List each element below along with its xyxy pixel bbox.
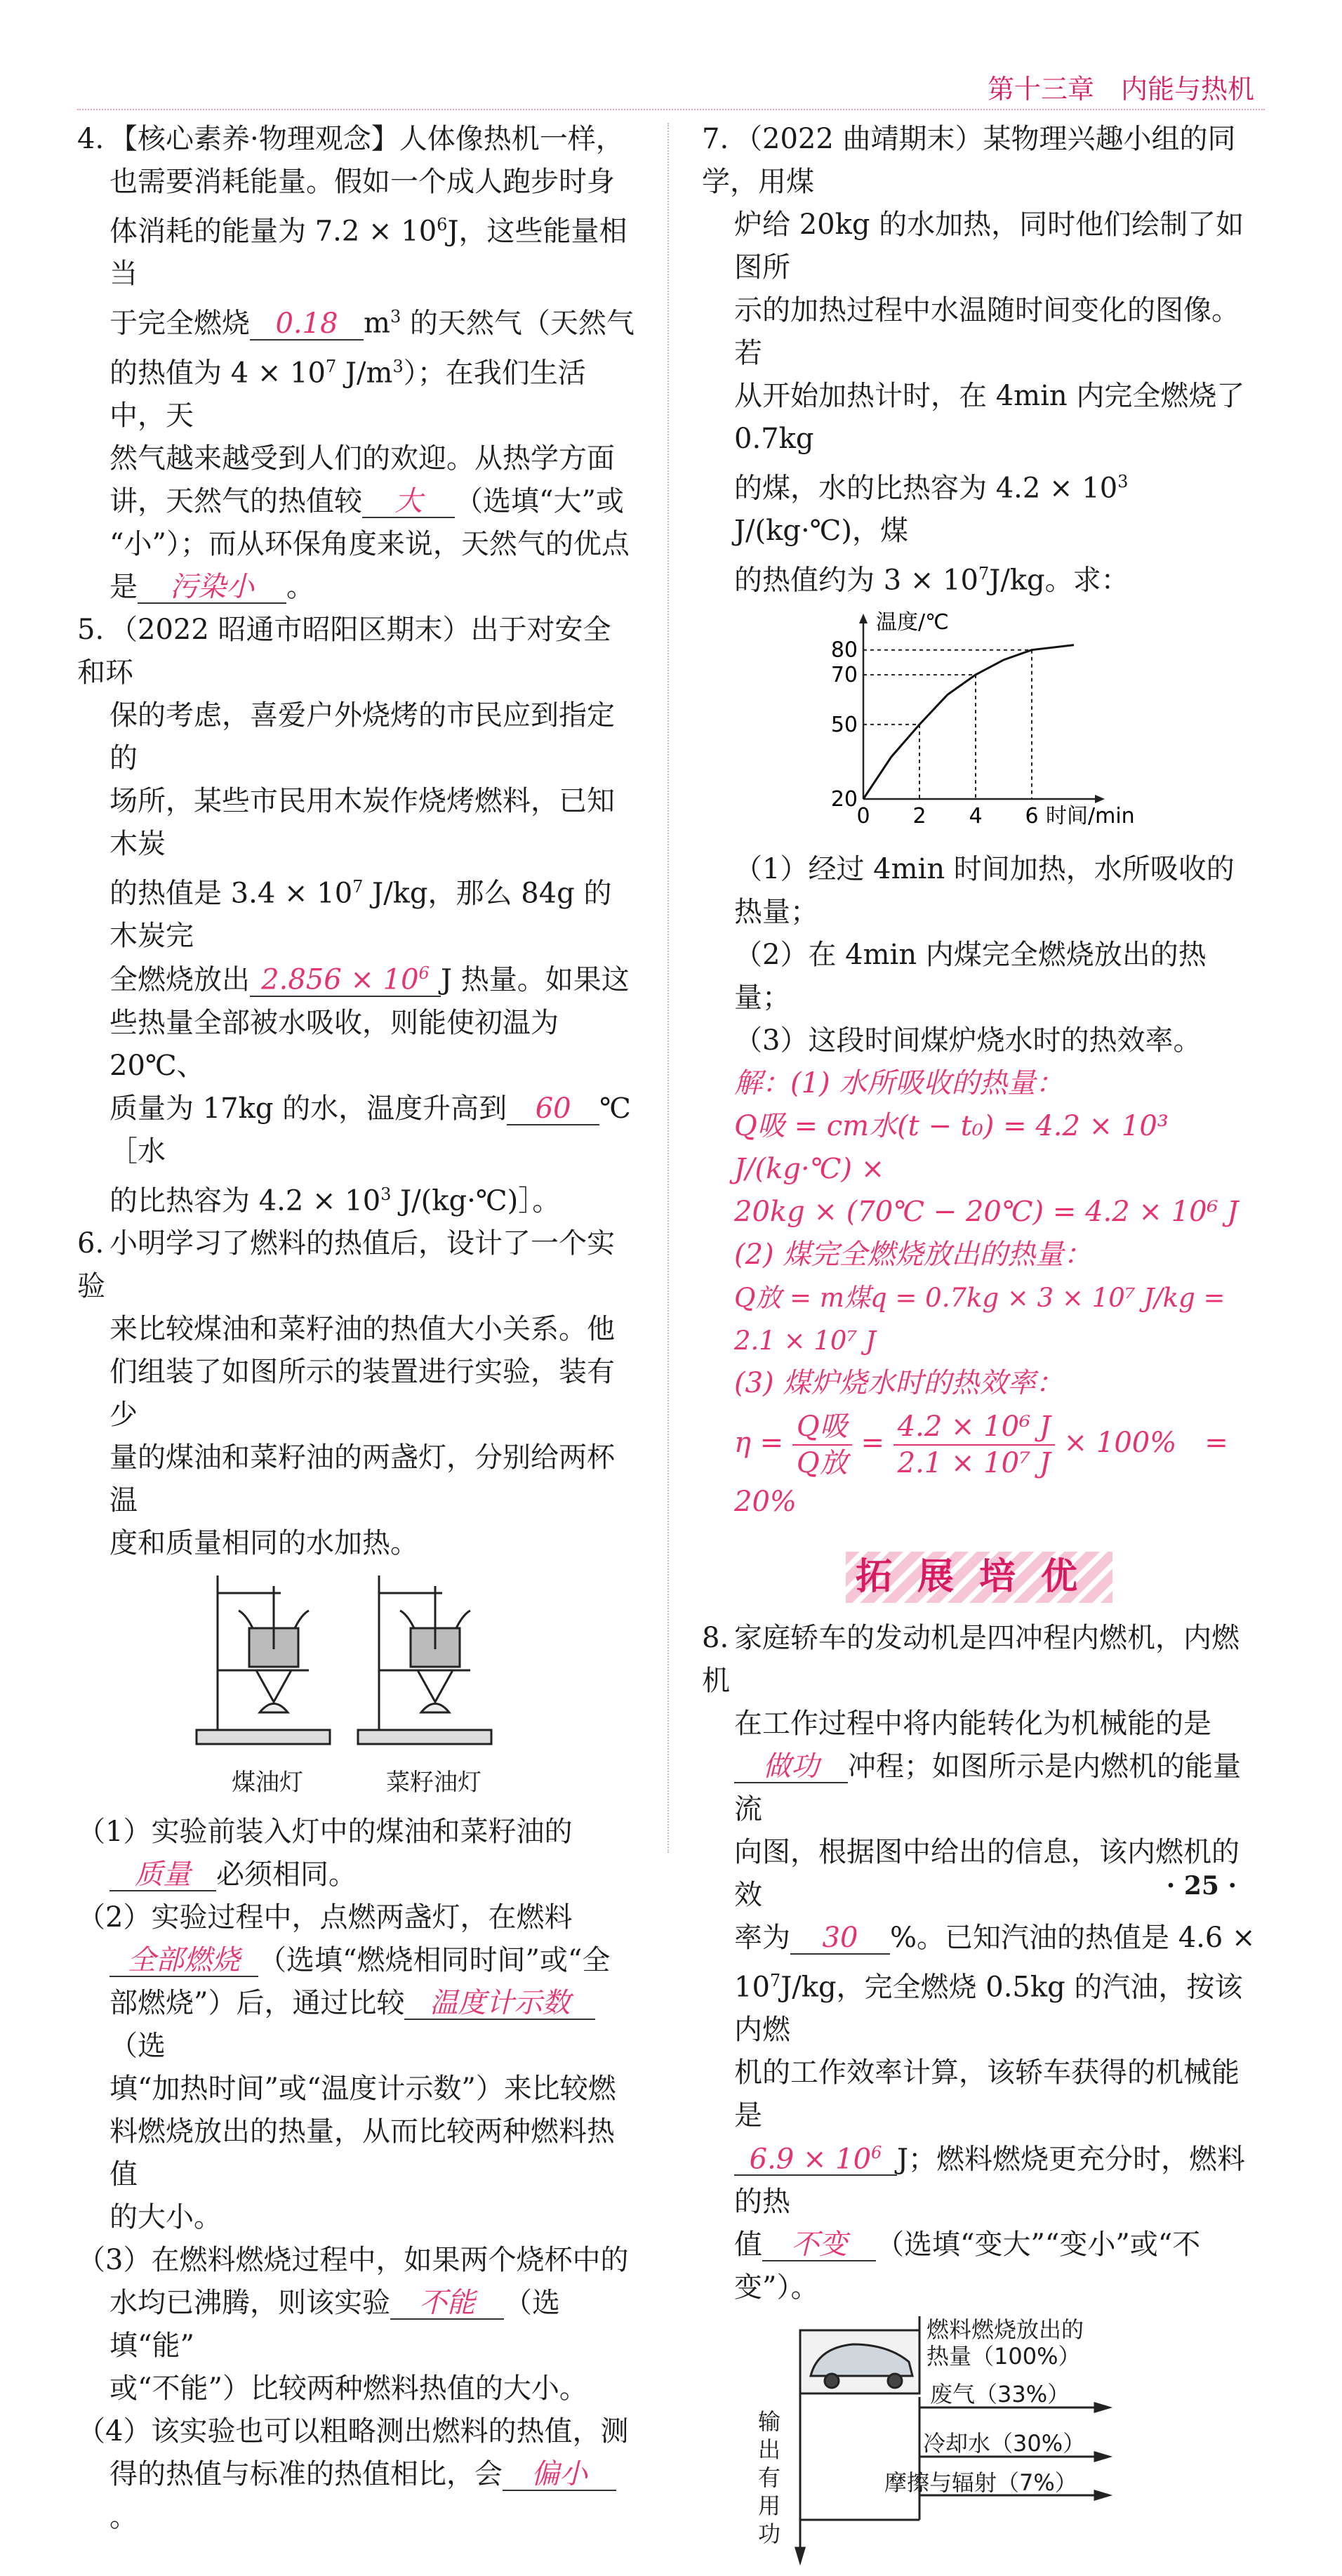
flow-total-label-2: 热量（100%） (926, 2343, 1081, 2370)
q7-part-2: （2）在 4min 内煤完全燃烧放出的热量； (734, 938, 1207, 1014)
question-number: 7. (702, 123, 729, 155)
q4-line: “小”）；而从环保角度来说，天然气的优点 (109, 527, 630, 560)
q8-line: 家庭轿车的发动机是四冲程内燃机，内燃机 (702, 1621, 1240, 1697)
q7-line: 的煤，水的比热容为 $4.2 \times 10^3$ J/(kg·℃)，煤 (734, 472, 1129, 548)
q6-part-2: 部燃烧”）后，通过比较 温度计示数（选 (77, 1982, 639, 2068)
q8-line: 率为 30 %。已知汽油的热值是 4.6 × (734, 1921, 1256, 1954)
answer-blank: $6.9 \times 10^6$ (734, 2137, 897, 2176)
q6-part-3: 或“不能”）比较两种燃料热值的大小。 (109, 2372, 587, 2405)
q7-part-3: （3）这段时间煤炉烧水时的热效率。 (734, 1024, 1202, 1057)
q6-part-4: （4）该实验也可以粗略测出燃料的热值，测 (77, 2415, 629, 2448)
q7-solution (702, 1062, 1256, 1524)
question-4 (77, 118, 639, 609)
answer-blank: 偏小 (503, 2459, 616, 2491)
q7-line: 炉给 20kg 的水加热，同时他们绘制了如图所 (734, 209, 1244, 284)
answer-blank: $2.856 \times 10^6$ (250, 958, 441, 996)
q4-line: 讲，天然气的热值较 大 （选填“大”或 (109, 484, 624, 517)
q8-line: $10^7J/kg$，完全燃烧 0.5kg 的汽油，按该内燃 (734, 1970, 1243, 2046)
energy-flow-diagram (758, 2316, 1165, 2569)
q5-line: 的比热容为 $4.2 \times 10^3$ J/(kg·℃)］。 (109, 1184, 561, 1217)
q5-line: 些热量全部被水吸收，则能使初温为 20℃、 (109, 1006, 559, 1082)
x-axis-label: 时间/min (1046, 803, 1135, 828)
q4-line: 【核心素养·物理观念】人体像热机一样， (109, 123, 624, 155)
q8-line: 做功 冲程；如图所示是内燃机的能量流 (734, 1750, 1241, 1825)
right-column (702, 118, 1256, 2576)
q5-line: （2022 昭通市昭阳区期末）出于对安全和环 (77, 613, 611, 689)
q4-line: 于完全燃烧 0.18 $m^3$ 的天然气（天然气 (109, 307, 635, 340)
q6-part-2: 料燃烧放出的热量，从而比较两种燃料热值 (109, 2115, 615, 2191)
x-tick-label: 0 (856, 803, 870, 828)
solution-line: (2) 煤完全燃烧放出的热量： (734, 1238, 1092, 1271)
chart-svg (821, 609, 1135, 834)
page-number: · 25 · (1166, 1871, 1237, 1901)
q5-line: 场所，某些市民用木炭作烧烤燃料，已知木炭 (109, 784, 615, 860)
column-divider (667, 123, 669, 1853)
q7-line: 的热值约为 $3 \times 10^7J/kg$。求： (734, 564, 1129, 597)
q5-line: 的热值是 $3.4 \times 10^7$ J/kg，那么 84g 的木炭完 (109, 876, 612, 953)
y-tick-label: 80 (830, 638, 858, 663)
efficiency-formula (702, 1409, 1256, 1524)
apparatus-illustration (190, 1572, 498, 1755)
flow-coolant-label: 冷却水（30%） (923, 2430, 1086, 2457)
question-8 (702, 1617, 1256, 2570)
q6-part-3: 水均已沸腾，则该实验 不能 （选填“能” (109, 2286, 560, 2362)
q6-line: 来比较煤油和菜籽油的热值大小关系。他 (109, 1312, 615, 1345)
y-axis-label: 温度/℃ (876, 609, 949, 635)
chapter-title: 第十三章 内能与热机 (987, 74, 1254, 105)
answer-blank: 全部燃烧 (109, 1945, 258, 1977)
question-7 (702, 118, 1256, 1524)
q4-line: 体消耗的能量为 $7.2 \times 10^6J$，这些能量相当 (109, 215, 627, 291)
q4-line: 的热值为 $4 \times 10^7$ $J/m^3$）；在我们生活中，天 (109, 356, 586, 432)
q8-line: 值 不变 （选填“变大”“变小”或“不变”）。 (734, 2228, 1201, 2304)
equals-sign: = (861, 1426, 884, 1459)
efficiency-result: × 100% = 20% (734, 1426, 1228, 1518)
q7-part-1: （1）经过 4min 时间加热，水所吸收的热量； (734, 852, 1235, 928)
solution-line: (3) 煤炉烧水时的热效率： (734, 1366, 1064, 1399)
flow-total-label-1: 燃料燃烧放出的 (926, 2316, 1084, 2344)
q6-line: 们组装了如图所示的装置进行实验，装有少 (109, 1355, 615, 1431)
question-5 (77, 609, 639, 1222)
q6-part-2: 的大小。 (109, 2200, 222, 2233)
q6-part-4: 得的热值与标准的热值相比，会 偏小。 (77, 2453, 639, 2539)
q6-line: 小明学习了燃料的热值后，设计了一个实验 (77, 1227, 615, 1302)
rapeseed-oil-lamp-label: 菜籽油灯 (386, 1768, 481, 1797)
y-tick-label: 50 (830, 712, 858, 737)
fraction-q-ratio: $\frac{\text{Q吸}}{\text{Q放}}$ (792, 1409, 852, 1481)
question-number: 4. (77, 123, 105, 155)
answer-blank: 做功 (734, 1751, 848, 1783)
q5-line: 质量为 17kg 的水，温度升高到 60 ℃［水 (109, 1092, 631, 1168)
solution-line: 解：(1) 水所吸收的热量： (734, 1066, 1064, 1099)
answer-blank: 大 (362, 486, 455, 518)
q5-line: 保的考虑，喜爱户外烧烤的市民应到指定的 (109, 699, 615, 774)
answer-blank: 不变 (762, 2229, 876, 2261)
solution-line: 20kg × (70℃ − 20℃) = 4.2 × 10⁶ J (734, 1195, 1239, 1228)
section-banner: 拓展培优 (846, 1552, 1112, 1603)
q6-line: 量的煤油和菜籽油的两盏灯，分别给两杯温 (109, 1441, 615, 1517)
q6-line: 度和质量相同的水加热。 (109, 1526, 418, 1559)
q8-line: $6.9 \times 10^6$ J；燃料燃烧更充分时，燃料的热 (702, 2137, 1256, 2224)
answer-blank: 质量 (109, 1859, 216, 1891)
eta-symbol: η = (734, 1426, 784, 1459)
answer-blank: 0.18 (250, 308, 364, 341)
answer-blank: 温度计示数 (404, 1988, 595, 2020)
answer-blank: 不能 (390, 2287, 504, 2320)
q4-line: 然气越来越受到人们的欢迎。从热学方面 (109, 442, 615, 475)
q6-part-2: 全部燃烧 （选填“燃烧相同时间”或“全 (77, 1939, 639, 1982)
question-6 (77, 1222, 639, 2539)
x-axis-arrow (1095, 795, 1105, 803)
answer-blank: 污染小 (138, 572, 286, 604)
q6-part-1: （1）实验前装入灯中的煤油和菜籽油的 (77, 1815, 573, 1848)
fraction-values: $\frac{\text{4.2 × 10⁶ J}}{\text{2.1 × 10⁷ J}}$ (893, 1409, 1055, 1481)
y-axis-arrow (859, 614, 868, 623)
solution-line: Q放 = m煤q = 0.7kg × 3 × 10⁷ J/kg = 2.1 × 10⁷ J (734, 1282, 1225, 1356)
q6-part-3: （3）在燃料燃烧过程中，如果两个烧杯中的 (77, 2243, 629, 2276)
flow-exhaust-label: 废气（33%） (930, 2381, 1070, 2408)
lamp-apparatus-figure (190, 1572, 639, 1804)
q8-line: 向图，根据图中给出的信息，该内燃机的效 (734, 1835, 1240, 1911)
q8-line: 在工作过程中将内能转化为机械能的是 (734, 1707, 1211, 1740)
q4-line: 是 污染小 。 (109, 570, 314, 603)
answer-blank: 30 (790, 1922, 890, 1955)
x-tick-label: 6 (1025, 803, 1039, 828)
solution-line: Q吸 = cm水(t − t₀) = 4.2 × 10³ J/(kg·℃) × (734, 1109, 1169, 1185)
header-divider (77, 109, 1265, 110)
flow-output-label: 输 出 有 用 功 (758, 2408, 781, 2548)
y-tick-label: 20 (830, 786, 858, 812)
x-tick-label: 4 (969, 803, 983, 828)
y-tick-label: 70 (830, 662, 858, 687)
q6-part-2: （2）实验过程中，点燃两盏灯，在燃料 (77, 1901, 573, 1934)
question-number: 5. (77, 613, 105, 646)
temperature-curve (863, 645, 1074, 798)
question-number: 8. (702, 1621, 729, 1654)
q7-line: 示的加热过程中水温随时间变化的图像。若 (734, 294, 1240, 369)
question-number: 6. (77, 1227, 105, 1260)
kerosene-lamp-label: 煤油灯 (232, 1768, 303, 1797)
q6-part-2: 填“加热时间”或“温度计示数”）来比较燃 (109, 2072, 616, 2105)
q7-line: 从开始加热计时，在 4min 内完全燃烧了 0.7kg (734, 380, 1245, 455)
q7-line: （2022 曲靖期末）某物理兴趣小组的同学，用煤 (702, 123, 1236, 198)
q8-line: 机的工作效率计算，该轿车获得的机械能是 (734, 2056, 1240, 2132)
x-tick-label: 2 (912, 803, 926, 828)
left-column (77, 118, 639, 2539)
q6-part-1: 质量 必须相同。 (77, 1854, 639, 1896)
q4-line: 也需要消耗能量。假如一个成人跑步时身 (109, 166, 615, 198)
flow-friction-label: 摩擦与辐射（7%） (884, 2469, 1077, 2497)
q5-line: 全燃烧放出 $2.856 \times 10^6$ J 热量。如果这 (77, 958, 639, 1001)
temperature-time-chart (821, 609, 1256, 841)
answer-blank: 60 (507, 1093, 599, 1125)
